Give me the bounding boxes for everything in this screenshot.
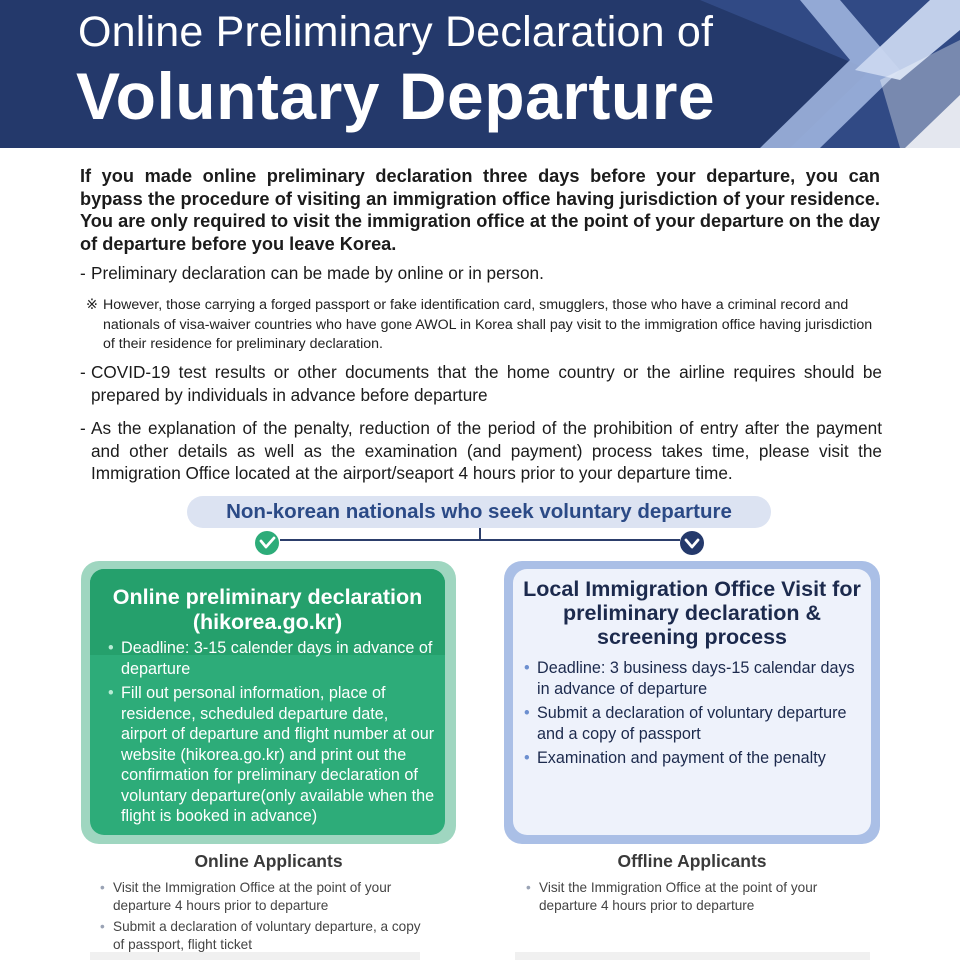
list-item-text: Fill out personal information, place of residence, scheduled departure date, airport of departure and flight number at our website (hikorea.go.kr) and print out the confirmation for preliminary declaration of voluntary departure(only available when the flight is booked in advance) [121, 684, 435, 825]
list-item [526, 879, 856, 914]
title-line-1: Online Preliminary Declaration of [78, 8, 714, 56]
title-line-2: Voluntary Departure [76, 59, 716, 133]
list-item [100, 879, 430, 914]
bullet-dot: • [524, 659, 530, 677]
dash-marker: - [80, 418, 86, 438]
bullet-dot: • [526, 880, 531, 895]
offline-applicants-list [526, 879, 856, 918]
local-office-card [504, 561, 880, 844]
local-card-title: Local Immigration Office Visit for preliminary declaration & screening process [523, 577, 861, 649]
online-card-list [108, 638, 438, 831]
online-declaration-card [81, 561, 456, 844]
list-item-text: Visit the Immigration Office at the point of your departure 4 hours prior to departure [113, 880, 392, 913]
bottom-divider [90, 952, 420, 960]
list-item [108, 638, 438, 679]
bullet-dot: • [524, 704, 530, 722]
list-item [524, 748, 869, 769]
bullet-dot: • [524, 749, 530, 767]
local-card-body [513, 569, 871, 835]
online-card-title: Online preliminary declaration (hikorea.go.kr) [112, 585, 423, 634]
list-item-text: Visit the Immigration Office at the point of your departure 4 hours prior to departure [539, 880, 818, 913]
list-item-text: Submit a declaration of voluntary departure, a copy of passport, flight ticket [113, 919, 421, 952]
bullet-dot: • [100, 919, 105, 934]
offline-applicants-title: Offline Applicants [617, 851, 767, 871]
list-item [108, 683, 438, 827]
check-circle-icon [255, 531, 279, 555]
bullet-text: As the explanation of the penalty, reduction of the period of the prohibition of entry after the payment and other details as well as the examination (and payment) process takes time, please visit the Immigration Office located at the airport/seaport 4 hours prior to your departure time. [91, 418, 882, 483]
list-item [524, 658, 869, 699]
list-item [524, 703, 869, 744]
online-applicants-title: Online Applicants [194, 851, 343, 871]
bullet-text: Preliminary declaration can be made by online or in person. [91, 263, 544, 283]
list-item [100, 918, 430, 953]
bullet-text: COVID-19 test results or other documents that the home country or the airline requires should be prepared by individuals in advance before departure [91, 362, 882, 405]
note-text: However, those carrying a forged passport or fake identification card, smugglers, those who have a criminal record and nationals of visa-waiver countries who have gone AWOL in Korea shall pay visit to the immigration office having jurisdiction of their residence for preliminary declaration. [103, 297, 873, 352]
local-card-list [524, 658, 869, 773]
intro-paragraph: If you made online preliminary declaration three days before your departure, you can bypass the procedure of visiting an immigration office having jurisdiction of your residence. You are only required to visit the immigration office at the point of your departure on the day of departure before you leave Korea. [80, 166, 880, 254]
reference-mark: ※ [86, 297, 98, 313]
section-title-pill: Non-korean nationals who seek voluntary departure [187, 496, 771, 528]
chevron-down-circle-icon [680, 531, 704, 555]
online-card-body [90, 569, 445, 835]
bottom-divider [515, 952, 870, 960]
dash-marker: - [80, 362, 86, 382]
list-item-text: Deadline: 3-15 calender days in advance of departure [121, 639, 433, 678]
bullet-dot: • [100, 880, 105, 895]
online-applicants-list [100, 879, 430, 957]
bullet-dot: • [108, 684, 114, 702]
list-item-text: Deadline: 3 business days-15 calendar days in advance of departure [537, 659, 855, 698]
bullet-dot: • [108, 639, 114, 657]
dash-marker: - [80, 263, 86, 283]
list-item-text: Examination and payment of the penalty [537, 749, 826, 767]
list-item-text: Submit a declaration of voluntary departure and a copy of passport [537, 704, 847, 743]
